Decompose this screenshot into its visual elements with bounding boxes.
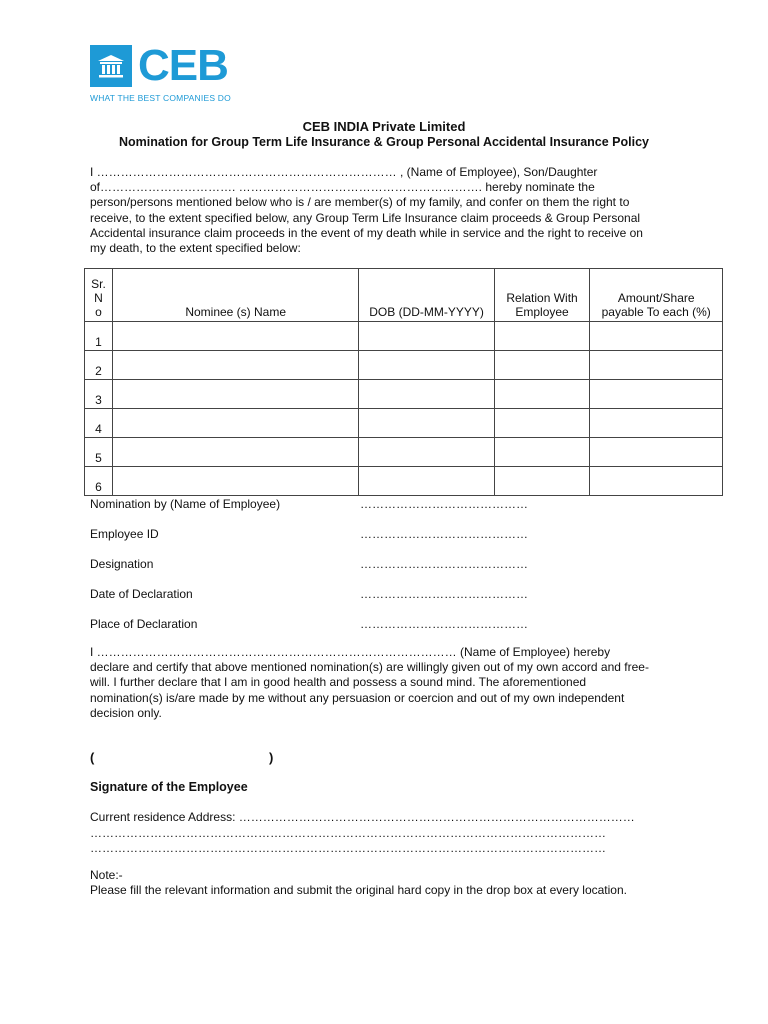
table-row <box>85 467 723 496</box>
header-dob: DOB (DD-MM-YYYY) <box>359 269 494 322</box>
header-sr-no <box>85 269 113 322</box>
field-label-nomination-by: Nomination by (Name of Employee) <box>90 497 281 511</box>
relation-cell[interactable] <box>494 351 590 380</box>
field-label-place-of-declaration: Place of Declaration <box>90 617 198 631</box>
relation-cell[interactable] <box>494 409 590 438</box>
field-blank-place-of-declaration[interactable]: …………………………………… <box>360 617 528 631</box>
relation-cell[interactable] <box>494 438 590 467</box>
address-label-line[interactable]: Current residence Address: ……………………………………………………………………………………… <box>90 810 635 824</box>
signature-label: Signature of the Employee <box>90 780 248 794</box>
header-text: Employee <box>515 305 569 319</box>
field-blank-nomination-by[interactable]: …………………………………… <box>360 497 528 511</box>
document-title: Nomination for Group Term Life Insurance & Group Personal Accidental Insurance Policy <box>119 135 649 149</box>
nominee-name-cell[interactable] <box>112 322 359 351</box>
declaration-line: decision only. <box>90 705 162 720</box>
field-blank-designation[interactable]: …………………………………… <box>360 557 528 571</box>
intro-line: I ………………………………………………………………… , (Name of Employee), Son/Daughter <box>90 165 598 179</box>
row-number: 6 <box>85 467 113 496</box>
field-blank-date-of-declaration[interactable]: …………………………………… <box>360 587 528 601</box>
declaration-paragraph <box>90 645 690 721</box>
relation-cell[interactable] <box>494 322 590 351</box>
intro-line: person/persons mentioned below who is / are member(s) of my family, and confer on them the right to <box>90 195 630 210</box>
declaration-line: nomination(s) is/are made by me without any persuasion or coercion and out of my own independent <box>90 690 625 705</box>
intro-paragraph <box>90 165 690 256</box>
table-header-row <box>85 269 723 322</box>
nominee-name-cell[interactable] <box>112 409 359 438</box>
declaration-line: will. I further declare that I am in good health and possess a sound mind. The aforementioned <box>90 675 587 690</box>
header-text: payable To each (%) <box>601 305 711 319</box>
dob-cell[interactable] <box>359 438 494 467</box>
amount-cell[interactable] <box>590 380 723 409</box>
nominee-name-cell[interactable] <box>112 380 359 409</box>
field-label-designation: Designation <box>90 557 154 571</box>
address-line[interactable]: ………………………………………………………………………………………………………………… <box>90 841 606 855</box>
company-name: CEB INDIA Private Limited <box>302 119 466 134</box>
amount-cell[interactable] <box>590 322 723 351</box>
address-block <box>90 810 635 857</box>
relation-cell[interactable] <box>494 380 590 409</box>
declaration-line: I ……………………………………………………………………………… (Name of Employee) hereby <box>90 645 611 659</box>
nominee-name-cell[interactable] <box>112 467 359 496</box>
dob-cell[interactable] <box>359 409 494 438</box>
signature-close-paren: ) <box>269 750 274 765</box>
field-label-employee-id: Employee ID <box>90 527 159 541</box>
note-text: Please fill the relevant information and submit the original hard copy in the drop box at every location. <box>90 883 627 897</box>
row-number: 1 <box>85 322 113 351</box>
note-block <box>90 868 627 898</box>
header-amount-share <box>590 269 723 322</box>
table-row <box>85 438 723 467</box>
bank-building-icon <box>90 45 132 87</box>
header-relation <box>494 269 590 322</box>
row-number: 3 <box>85 380 113 409</box>
dob-cell[interactable] <box>359 322 494 351</box>
table-row <box>85 351 723 380</box>
nominee-name-cell[interactable] <box>112 438 359 467</box>
nominee-table <box>84 268 723 496</box>
declaration-line: declare and certify that above mentioned nomination(s) are willingly given out of my own accord and free- <box>90 660 649 675</box>
company-logo <box>90 41 231 103</box>
field-blank-employee-id[interactable]: …………………………………… <box>360 527 528 541</box>
logo-wordmark: CEB <box>138 41 228 90</box>
relation-cell[interactable] <box>494 467 590 496</box>
header-text: Amount/Share <box>617 291 695 305</box>
header-nominee-name: Nominee (s) Name <box>112 269 359 322</box>
amount-cell[interactable] <box>590 409 723 438</box>
intro-line: of……………………………. ……………………………………………………. hereby nominate the <box>90 180 595 195</box>
table-row <box>85 409 723 438</box>
row-number: 5 <box>85 438 113 467</box>
amount-cell[interactable] <box>590 438 723 467</box>
amount-cell[interactable] <box>590 467 723 496</box>
table-row <box>85 322 723 351</box>
dob-cell[interactable] <box>359 380 494 409</box>
header-text: Sr. <box>91 277 106 291</box>
nominee-name-cell[interactable] <box>112 351 359 380</box>
address-line[interactable]: ………………………………………………………………………………………………………………… <box>90 825 606 840</box>
amount-cell[interactable] <box>590 351 723 380</box>
intro-line: receive, to the extent specified below, any Group Term Life Insurance claim proceeds & Group Personal <box>90 210 641 225</box>
dob-cell[interactable] <box>359 467 494 496</box>
row-number: 2 <box>85 351 113 380</box>
table-row <box>85 380 723 409</box>
field-label-date-of-declaration: Date of Declaration <box>90 587 193 601</box>
logo-tagline: WHAT THE BEST COMPANIES DO <box>90 93 231 103</box>
note-label: Note:- <box>90 868 123 882</box>
row-number: 4 <box>85 409 113 438</box>
intro-line: my death, to the extent specified below: <box>90 241 301 256</box>
dob-cell[interactable] <box>359 351 494 380</box>
intro-line: Accidental insurance claim proceeds in the event of my death while in service and the right to receive on <box>90 225 643 240</box>
header-text: N <box>94 291 103 305</box>
header-text: Relation With <box>506 291 578 305</box>
header-text: o <box>95 305 102 319</box>
signature-open-paren: ( <box>90 750 95 765</box>
